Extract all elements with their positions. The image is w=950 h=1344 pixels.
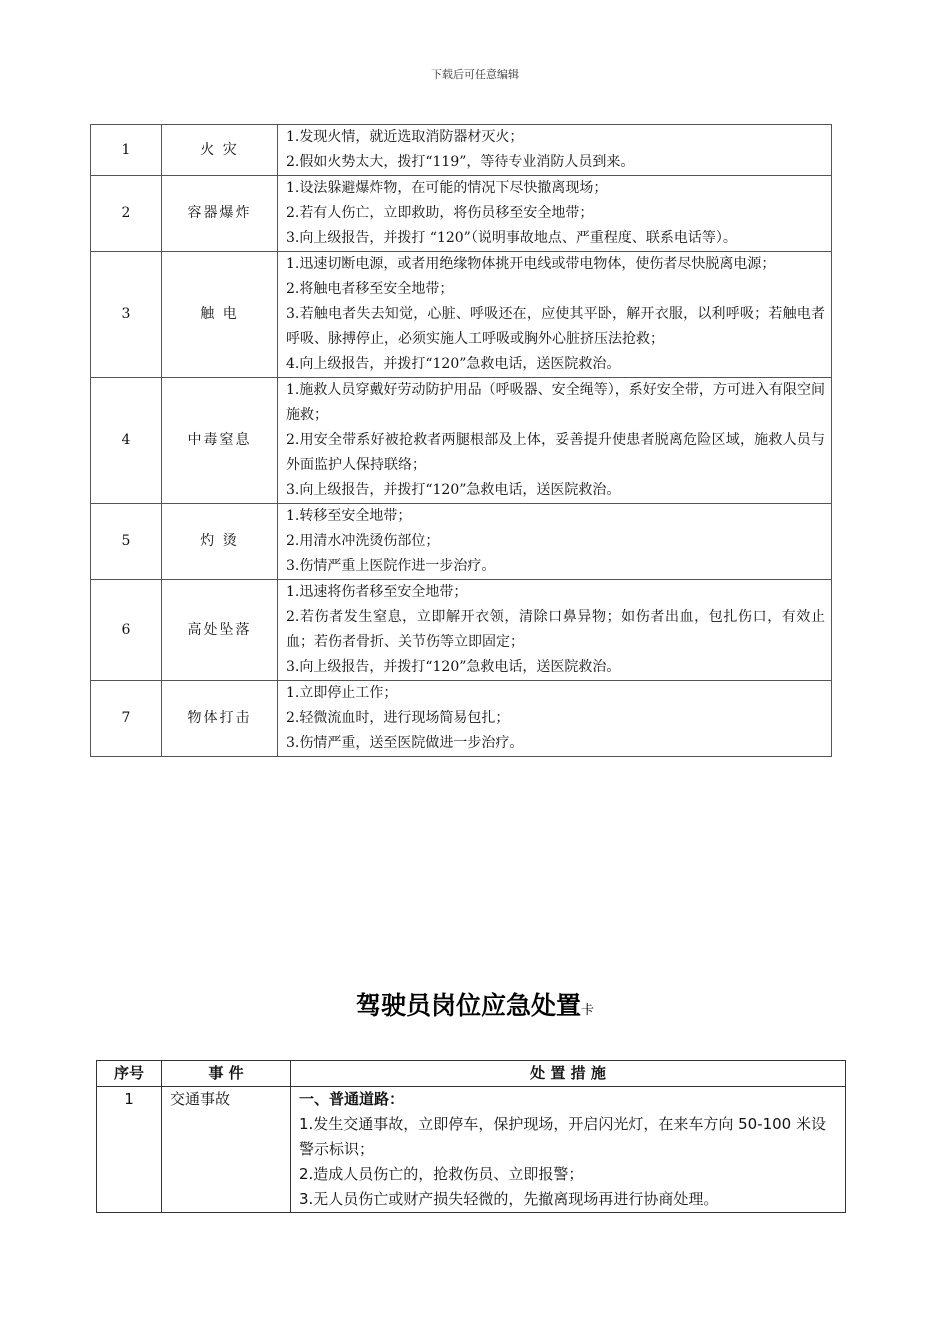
row-measures [291,1087,846,1213]
table-row [97,1087,846,1213]
measure-line: 3.向上级报告，并拨打 “120”（说明事故地点、严重程度、联系电话等）。 [286,230,737,246]
card-title [0,986,950,1022]
measure-line: 3.伤情严重，送至医院做进一步治疗。 [286,735,524,751]
row-number: 1 [91,125,162,176]
measure-line: 3.向上级报告，并拨打“120”急救电话，送医院救治。 [286,659,621,675]
row-number: 4 [91,378,162,504]
row-number: 3 [91,252,162,378]
table-row [91,504,832,580]
row-measures [278,378,832,504]
row-measures [278,504,832,580]
measure-line: 2.若伤者发生窒息，立即解开衣领，清除口鼻异物；如伤者出血，包扎伤口，有效止血；若伤者骨折、关节伤等立即固定； [286,609,825,650]
measure-line: 2.造成人员伤亡的，抢救伤员、立即报警； [299,1165,584,1183]
measure-line: 2.将触电者移至安全地带； [286,281,454,297]
table-row [91,252,832,378]
measures-subheading: 一、普通道路： [299,1090,405,1108]
measure-line: 1.发生交通事故，立即停车，保护现场，开启闪光灯，在来车方向 50-100 米设警示标识； [299,1115,826,1158]
measure-line: 3.伤情严重上医院作进一步治疗。 [286,558,496,574]
row-measures [278,681,832,757]
measure-line: 2.用安全带系好被抢救者两腿根部及上体，妥善提升使患者脱离危险区域，施救人员与外面监护人保持联络； [286,432,825,473]
driver-emergency-card-table [96,1060,846,1213]
measure-line: 1.迅速切断电源，或者用绝缘物体挑开电线或带电物体，使伤者尽快脱离电源； [286,256,776,272]
card-title-text: 驾驶员岗位应急处置 [355,993,581,1020]
measure-line: 1.立即停止工作； [286,685,398,701]
row-number: 5 [91,504,162,580]
table-row [91,681,832,757]
row-measures [278,580,832,681]
header-measures: 处 置 措 施 [291,1061,846,1087]
measure-line: 2.轻微流血时，进行现场简易包扎； [286,710,510,726]
measure-line: 3.若触电者失去知觉，心脏、呼吸还在，应使其平卧，解开衣服，以利呼吸；若触电者呼吸、脉搏停止，必须实施人工呼吸或胸外心脏挤压法抢救； [286,306,825,347]
card-title-suffix: 卡 [581,1003,595,1018]
measure-line: 1.发现火情，就近选取消防器材灭火； [286,129,524,145]
measure-line: 1.转移至安全地带； [286,508,412,524]
row-event: 触 电 [162,252,278,378]
measure-line: 1.设法躲避爆炸物，在可能的情况下尽快撤离现场； [286,180,608,196]
row-measures [278,125,832,176]
measure-line: 2.假如火势太大，拨打“119”，等待专业消防人员到来。 [286,154,635,170]
row-event: 交通事故 [162,1087,291,1213]
row-number: 1 [97,1087,162,1213]
table-row [91,176,832,252]
emergency-measures-table [90,124,832,757]
table-row [91,580,832,681]
row-event: 容器爆炸 [162,176,278,252]
header-number: 序号 [97,1061,162,1087]
measure-line: 3.无人员伤亡或财产损失轻微的，先撤离现场再进行协商处理。 [299,1190,719,1208]
row-event: 中毒窒息 [162,378,278,504]
table-row [91,378,832,504]
row-number: 6 [91,580,162,681]
row-measures [278,176,832,252]
table-row [91,125,832,176]
row-event: 火 灾 [162,125,278,176]
row-event: 物体打击 [162,681,278,757]
row-number: 7 [91,681,162,757]
measure-line: 2.用清水冲洗烫伤部位； [286,533,440,549]
measure-line: 2.若有人伤亡，立即救助，将伤员移至安全地带； [286,205,594,221]
measure-line: 1.迅速将伤者移至安全地带； [286,584,468,600]
measure-line: 3.向上级报告，并拨打“120”急救电话，送医院救治。 [286,482,621,498]
header-note: 下载后可任意编辑 [431,68,519,81]
row-event: 高处坠落 [162,580,278,681]
row-measures [278,252,832,378]
header-event: 事 件 [162,1061,291,1087]
measure-line: 4.向上级报告，并拨打“120”急救电话，送医院救治。 [286,356,621,372]
row-event: 灼 烫 [162,504,278,580]
table-header-row [97,1061,846,1087]
measure-line: 1.施救人员穿戴好劳动防护用品（呼吸器、安全绳等），系好安全带，方可进入有限空间施救； [286,382,825,423]
row-number: 2 [91,176,162,252]
